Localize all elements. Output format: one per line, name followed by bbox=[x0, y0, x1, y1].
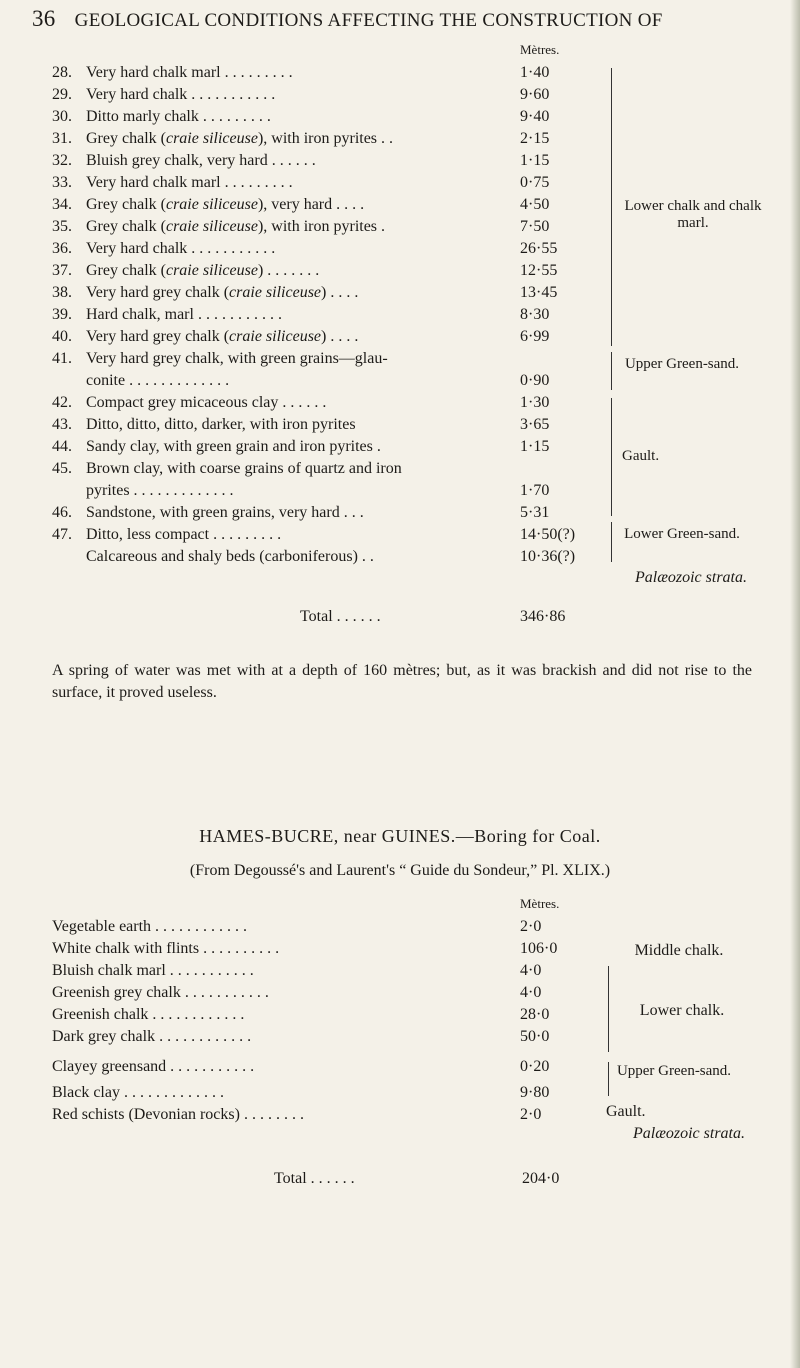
row-description: Very hard chalk marl . . . . . . . . . bbox=[86, 174, 293, 191]
row-description: Dark grey chalk . . . . . . . . . . . . bbox=[52, 1028, 252, 1045]
table2-total-label: Total . . . . . . bbox=[274, 1170, 355, 1187]
row-value: 50·0 bbox=[520, 1028, 550, 1045]
group-lower-chalk-2: Lower chalk. bbox=[639, 1002, 725, 1019]
row-value: 4·0 bbox=[520, 984, 542, 1001]
row-number: 35. bbox=[52, 218, 72, 235]
group-lower-green: Lower Green-sand. bbox=[624, 526, 740, 542]
row-number: 42. bbox=[52, 394, 72, 411]
row-value: 0·90 bbox=[520, 372, 550, 389]
row-description: Very hard grey chalk (craie siliceuse) . . . . bbox=[86, 328, 359, 345]
row-description: Very hard grey chalk (craie siliceuse) . . . . bbox=[86, 284, 359, 301]
group-palaeozoic-1: Palæozoic strata. bbox=[634, 569, 747, 586]
row-description: Hard chalk, marl . . . . . . . . . . . bbox=[86, 306, 282, 323]
running-title: GEOLOGICAL CONDITIONS AFFECTING THE CONSTRUCTION OF bbox=[74, 10, 663, 31]
row-number: 46. bbox=[52, 504, 72, 521]
group-gault-1: Gault. bbox=[622, 448, 660, 464]
row-value: 5·31 bbox=[520, 504, 550, 521]
row-description: conite . . . . . . . . . . . . . bbox=[86, 372, 230, 389]
row-value: 28·0 bbox=[520, 1006, 550, 1023]
row-value: 1·70 bbox=[520, 482, 550, 499]
table1-unit: Mètres. bbox=[520, 42, 560, 57]
row-description: Grey chalk (craie siliceuse), very hard . . . . bbox=[86, 196, 365, 213]
table1-total-value: 346·86 bbox=[520, 608, 566, 625]
row-description: White chalk with flints . . . . . . . . . . bbox=[52, 940, 280, 957]
group-palaeozoic-2: Palæozoic strata. bbox=[632, 1125, 745, 1142]
row-number: 44. bbox=[52, 438, 72, 455]
row-value: 26·55 bbox=[520, 240, 558, 257]
lower-chalk-brace-2 bbox=[608, 966, 609, 1052]
row-value: 2·0 bbox=[520, 1106, 542, 1123]
section2-title: HAMES-BUCRE, near GUINES.—Boring for Coal. bbox=[199, 826, 601, 846]
upper-green-brace-2 bbox=[608, 1062, 609, 1096]
row-number: 31. bbox=[52, 130, 72, 147]
spring-paragraph: A spring of water was met with at a depth of 160 mètres; but, as it was brackish and did not rise to the surface, it proved useless. bbox=[52, 662, 752, 701]
row-value: 10·36(?) bbox=[520, 548, 576, 565]
row-value: 1·40 bbox=[520, 64, 550, 81]
row-description: Very hard chalk . . . . . . . . . . . bbox=[86, 86, 276, 103]
lower-green-brace bbox=[611, 522, 612, 562]
row-number: 29. bbox=[52, 86, 72, 103]
group-upper-green-2: Upper Green-sand. bbox=[616, 1063, 732, 1079]
row-number: 36. bbox=[52, 240, 72, 257]
row-description: Grey chalk (craie siliceuse), with iron pyrites . bbox=[86, 218, 386, 235]
row-value: 3·65 bbox=[520, 416, 550, 433]
row-value: 8·30 bbox=[520, 306, 550, 323]
row-description: Ditto marly chalk . . . . . . . . . bbox=[86, 108, 271, 125]
row-description: Sandstone, with green grains, very hard . . . bbox=[86, 504, 364, 521]
row-value: 1·30 bbox=[520, 394, 550, 411]
row-value: 7·50 bbox=[520, 218, 550, 235]
row-value: 9·60 bbox=[520, 86, 550, 103]
row-number: 38. bbox=[52, 284, 72, 301]
row-number: 30. bbox=[52, 108, 72, 125]
row-description: Brown clay, with coarse grains of quartz and iron bbox=[86, 460, 402, 477]
row-number: 47. bbox=[52, 526, 72, 543]
row-description: Red schists (Devonian rocks) . . . . . . . . bbox=[52, 1106, 304, 1123]
row-description: Very hard chalk . . . . . . . . . . . bbox=[86, 240, 276, 257]
row-description: Greenish grey chalk . . . . . . . . . . . bbox=[52, 984, 269, 1001]
row-description: Vegetable earth . . . . . . . . . . . . bbox=[52, 918, 248, 935]
row-number: 45. bbox=[52, 460, 72, 477]
table2-total-value: 204·0 bbox=[522, 1170, 560, 1187]
row-number: 40. bbox=[52, 328, 72, 345]
row-description: Grey chalk (craie siliceuse) . . . . . . . bbox=[86, 262, 320, 279]
group-lower-chalk: Lower chalk and chalk marl. bbox=[624, 198, 762, 231]
row-description: Compact grey micaceous clay . . . . . . bbox=[86, 394, 327, 411]
row-value: 106·0 bbox=[520, 940, 558, 957]
row-value: 12·55 bbox=[520, 262, 558, 279]
row-number: 33. bbox=[52, 174, 72, 191]
row-number: 39. bbox=[52, 306, 72, 323]
row-value: 13·45 bbox=[520, 284, 558, 301]
row-description: Clayey greensand . . . . . . . . . . . bbox=[52, 1058, 255, 1075]
row-description: Very hard grey chalk, with green grains—glau- bbox=[86, 350, 388, 367]
row-number: 37. bbox=[52, 262, 72, 279]
group-gault-2: Gault. bbox=[606, 1103, 646, 1120]
row-value: 9·80 bbox=[520, 1084, 550, 1101]
group-upper-green-1: Upper Green-sand. bbox=[624, 356, 740, 372]
row-number: 43. bbox=[52, 416, 72, 433]
row-value: 1·15 bbox=[520, 438, 550, 455]
row-value: 4·0 bbox=[520, 962, 542, 979]
row-description: Greenish chalk . . . . . . . . . . . . bbox=[52, 1006, 245, 1023]
row-value: 2·0 bbox=[520, 918, 542, 935]
upper-green-brace bbox=[611, 352, 612, 390]
row-description: Ditto, less compact . . . . . . . . . bbox=[86, 526, 282, 543]
row-value: 0·75 bbox=[520, 174, 550, 191]
row-description: Very hard chalk marl . . . . . . . . . bbox=[86, 64, 293, 81]
page-edge-shadow bbox=[790, 0, 800, 1368]
row-description: Ditto, ditto, ditto, darker, with iron pyrites bbox=[86, 416, 356, 433]
gault-brace bbox=[611, 398, 612, 516]
row-description: pyrites . . . . . . . . . . . . . bbox=[86, 482, 234, 499]
row-description: Grey chalk (craie siliceuse), with iron pyrites . . bbox=[86, 130, 394, 147]
running-header bbox=[32, 6, 663, 32]
row-value: 4·50 bbox=[520, 196, 550, 213]
page-number: 36 bbox=[32, 6, 56, 31]
row-value: 1·15 bbox=[520, 152, 550, 169]
row-description: Bluish grey chalk, very hard . . . . . . bbox=[86, 152, 316, 169]
row-value: 2·15 bbox=[520, 130, 550, 147]
row-description: Sandy clay, with green grain and iron pyrites . bbox=[86, 438, 381, 455]
table2-unit: Mètres. bbox=[520, 896, 560, 911]
lower-chalk-brace bbox=[611, 68, 612, 346]
row-number: 28. bbox=[52, 64, 72, 81]
table1-total-label: Total . . . . . . bbox=[300, 608, 381, 625]
section2-subtitle: (From Degoussé's and Laurent's “ Guide du Sondeur,” Pl. XLIX.) bbox=[189, 862, 611, 879]
row-value: 0·20 bbox=[520, 1058, 550, 1075]
row-description: Black clay . . . . . . . . . . . . . bbox=[52, 1084, 224, 1101]
row-description: Bluish chalk marl . . . . . . . . . . . bbox=[52, 962, 254, 979]
row-number: 34. bbox=[52, 196, 72, 213]
row-description: Calcareous and shaly beds (carboniferous) . . bbox=[86, 548, 374, 565]
row-value: 9·40 bbox=[520, 108, 550, 125]
row-number: 41. bbox=[52, 350, 72, 367]
row-value: 6·99 bbox=[520, 328, 550, 345]
row-value: 14·50(?) bbox=[520, 526, 576, 543]
row-number: 32. bbox=[52, 152, 72, 169]
group-middle-chalk: Middle chalk. bbox=[634, 942, 724, 959]
